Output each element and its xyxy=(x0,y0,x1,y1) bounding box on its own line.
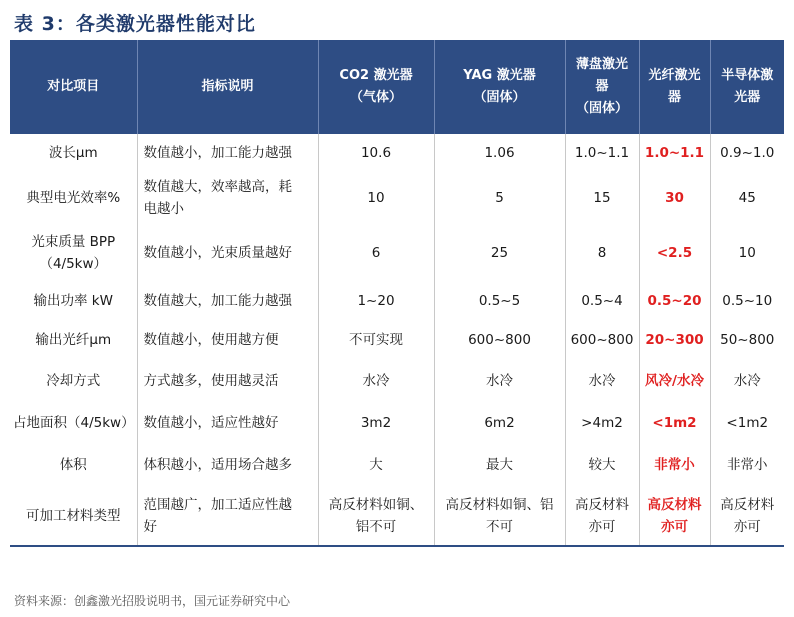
cell-text: 水冷 xyxy=(588,373,616,389)
table-row xyxy=(10,171,784,225)
cell-text: 非常小 xyxy=(654,457,695,473)
cell-text: 数值越小，适应性越好 xyxy=(143,414,279,431)
cell-fiber xyxy=(639,320,710,360)
cell-text: 高反材料 xyxy=(575,497,629,513)
cell-disk xyxy=(565,134,639,171)
cell-fiber xyxy=(639,443,710,487)
cell-semi xyxy=(710,281,784,320)
cell-text: 体积 xyxy=(59,457,87,473)
cell-text: 0.5~20 xyxy=(647,292,702,309)
cell-desc xyxy=(137,402,318,443)
cell-item xyxy=(10,487,137,546)
cell-text: 6 xyxy=(371,245,381,261)
cell-item xyxy=(10,281,137,320)
cell-text: 6m2 xyxy=(484,414,515,431)
cell-co2 xyxy=(318,225,434,281)
cell-co2 xyxy=(318,171,434,225)
cell-text: 可加工材料类型 xyxy=(26,508,121,524)
cell-disk xyxy=(565,360,639,402)
cell-yag xyxy=(434,402,565,443)
cell-text: 输出功率 kW xyxy=(33,292,113,309)
cell-semi xyxy=(710,320,784,360)
table-row xyxy=(10,225,784,281)
cell-item xyxy=(10,134,137,171)
cell-text: <1m2 xyxy=(652,414,697,431)
cell-text: 较大 xyxy=(588,457,616,473)
cell-disk xyxy=(565,443,639,487)
cell-text: 高反材料如铜、铝 xyxy=(445,497,554,513)
cell-text: 铝不可 xyxy=(355,519,397,535)
cell-text: 高反材料 xyxy=(647,497,702,513)
cell-text: 非常小 xyxy=(727,457,768,473)
cell-semi xyxy=(710,360,784,402)
cell-yag xyxy=(434,443,565,487)
header-row xyxy=(10,40,784,134)
cell-text: <1m2 xyxy=(726,414,769,431)
cell-item xyxy=(10,171,137,225)
cell-text: 45 xyxy=(738,190,756,206)
cell-yag xyxy=(434,487,565,546)
cell-text: 高反材料 xyxy=(720,497,775,513)
cell-desc xyxy=(137,281,318,320)
cell-text: 亦可 xyxy=(588,519,616,535)
cell-text: 风冷/水冷 xyxy=(645,373,704,389)
cell-co2 xyxy=(318,360,434,402)
cell-fiber xyxy=(639,225,710,281)
header-indicator: 指标说明 xyxy=(137,40,318,134)
header-fiber: 光纤激光 器 xyxy=(639,40,710,134)
cell-fiber xyxy=(639,360,710,402)
cell-text: 最大 xyxy=(486,457,513,473)
cell-text: 8 xyxy=(597,245,607,261)
table-row xyxy=(10,360,784,402)
cell-text: 30 xyxy=(665,190,684,206)
cell-yag xyxy=(434,281,565,320)
cell-text: 10 xyxy=(367,190,385,206)
source-note: 资料来源：创鑫激光招股说明书，国元证券研究中心 xyxy=(14,594,291,608)
cell-co2 xyxy=(318,487,434,546)
laser-comparison-table xyxy=(10,40,784,547)
cell-text: 600~800 xyxy=(570,332,634,348)
table-row xyxy=(10,402,784,443)
cell-yag xyxy=(434,171,565,225)
table-row xyxy=(10,281,784,320)
cell-co2 xyxy=(318,402,434,443)
cell-semi xyxy=(710,225,784,281)
cell-text: 典型电光效率% xyxy=(26,190,121,206)
cell-fiber xyxy=(639,281,710,320)
cell-text: 占地面积（4/5kw） xyxy=(13,414,135,431)
header-disk: 薄盘激光 器 （固体） xyxy=(565,40,639,134)
cell-desc xyxy=(137,487,318,546)
comparison-table-wrapper xyxy=(10,40,784,547)
cell-text: 波长μm xyxy=(48,144,98,161)
cell-text: 不可实现 xyxy=(349,332,403,348)
table-row xyxy=(10,443,784,487)
cell-desc xyxy=(137,225,318,281)
cell-text: 15 xyxy=(593,190,611,206)
cell-yag xyxy=(434,225,565,281)
cell-semi xyxy=(710,171,784,225)
cell-yag xyxy=(434,320,565,360)
cell-semi xyxy=(710,443,784,487)
cell-text: 1.0~1.1 xyxy=(644,144,705,161)
cell-text: 10 xyxy=(738,245,756,261)
cell-disk xyxy=(565,402,639,443)
table-row xyxy=(10,134,784,171)
header-yag: YAG 激光器 （固体） xyxy=(434,40,565,134)
cell-text: 50~800 xyxy=(720,332,775,348)
cell-text: 0.5~4 xyxy=(581,292,623,309)
cell-item xyxy=(10,320,137,360)
cell-disk xyxy=(565,320,639,360)
cell-fiber xyxy=(639,402,710,443)
cell-semi xyxy=(710,402,784,443)
cell-text: 光束质量 BPP xyxy=(31,234,116,250)
cell-text: <2.5 xyxy=(656,245,693,261)
cell-text: 1~20 xyxy=(357,292,395,309)
cell-disk xyxy=(565,487,639,546)
table-body xyxy=(10,134,784,546)
cell-semi xyxy=(710,487,784,546)
cell-text: 水冷 xyxy=(733,373,761,389)
cell-text: 不可 xyxy=(486,519,513,535)
table-row xyxy=(10,320,784,360)
cell-desc xyxy=(137,171,318,225)
cell-yag xyxy=(434,360,565,402)
cell-disk xyxy=(565,171,639,225)
cell-text: 大 xyxy=(369,457,383,473)
cell-text: 1.0~1.1 xyxy=(574,144,630,161)
cell-text: 数值越大，效率越高，耗 xyxy=(143,179,292,195)
cell-desc xyxy=(137,360,318,402)
cell-text: 25 xyxy=(490,245,509,261)
cell-text: 体积越小，适用场合越多 xyxy=(143,457,292,473)
cell-text: 好 xyxy=(143,519,157,535)
cell-text: 亦可 xyxy=(733,519,761,535)
cell-text: 数值越小，加工能力越强 xyxy=(143,144,292,161)
cell-co2 xyxy=(318,320,434,360)
cell-co2 xyxy=(318,281,434,320)
cell-fiber xyxy=(639,487,710,546)
cell-text: 数值越小，光束质量越好 xyxy=(143,245,292,261)
cell-text: 1.06 xyxy=(484,144,515,161)
header-item: 对比项目 xyxy=(10,40,137,134)
cell-text: 0.9~1.0 xyxy=(720,144,775,161)
cell-item xyxy=(10,360,137,402)
cell-text: 5 xyxy=(495,190,504,206)
cell-text: 0.5~10 xyxy=(722,292,773,309)
cell-desc xyxy=(137,443,318,487)
cell-yag xyxy=(434,134,565,171)
cell-text: 600~800 xyxy=(468,332,531,348)
header-co2: CO2 激光器 （气体） xyxy=(318,40,434,134)
cell-text: 0.5~5 xyxy=(478,292,521,309)
cell-text: 水冷 xyxy=(362,373,390,389)
cell-text: 输出光纤μm xyxy=(35,332,112,348)
table-row xyxy=(10,487,784,546)
cell-text: 电越小 xyxy=(143,201,184,217)
cell-text: 3m2 xyxy=(360,414,392,431)
cell-text: 冷却方式 xyxy=(46,373,101,389)
cell-disk xyxy=(565,281,639,320)
cell-desc xyxy=(137,320,318,360)
cell-text: （4/5kw） xyxy=(39,256,108,272)
cell-fiber xyxy=(639,134,710,171)
cell-item xyxy=(10,402,137,443)
cell-text: 数值越小，使用越方便 xyxy=(143,332,279,348)
cell-text: 方式越多，使用越灵活 xyxy=(143,373,279,389)
table-title: 表 3：各类激光器性能对比 xyxy=(14,13,256,35)
cell-item xyxy=(10,225,137,281)
cell-semi xyxy=(710,134,784,171)
cell-text: 20~300 xyxy=(645,332,704,348)
cell-disk xyxy=(565,225,639,281)
cell-text: >4m2 xyxy=(581,414,623,431)
cell-co2 xyxy=(318,134,434,171)
cell-co2 xyxy=(318,443,434,487)
cell-text: 水冷 xyxy=(486,373,513,389)
cell-text: 10.6 xyxy=(360,144,392,161)
header-semi: 半导体激 光器 xyxy=(710,40,784,134)
cell-fiber xyxy=(639,171,710,225)
cell-text: 高反材料如铜、 xyxy=(328,497,424,513)
cell-item xyxy=(10,443,137,487)
cell-text: 数值越大，加工能力越强 xyxy=(143,292,292,309)
cell-desc xyxy=(137,134,318,171)
cell-text: 范围越广，加工适应性越 xyxy=(143,497,292,513)
cell-text: 亦可 xyxy=(661,519,688,535)
